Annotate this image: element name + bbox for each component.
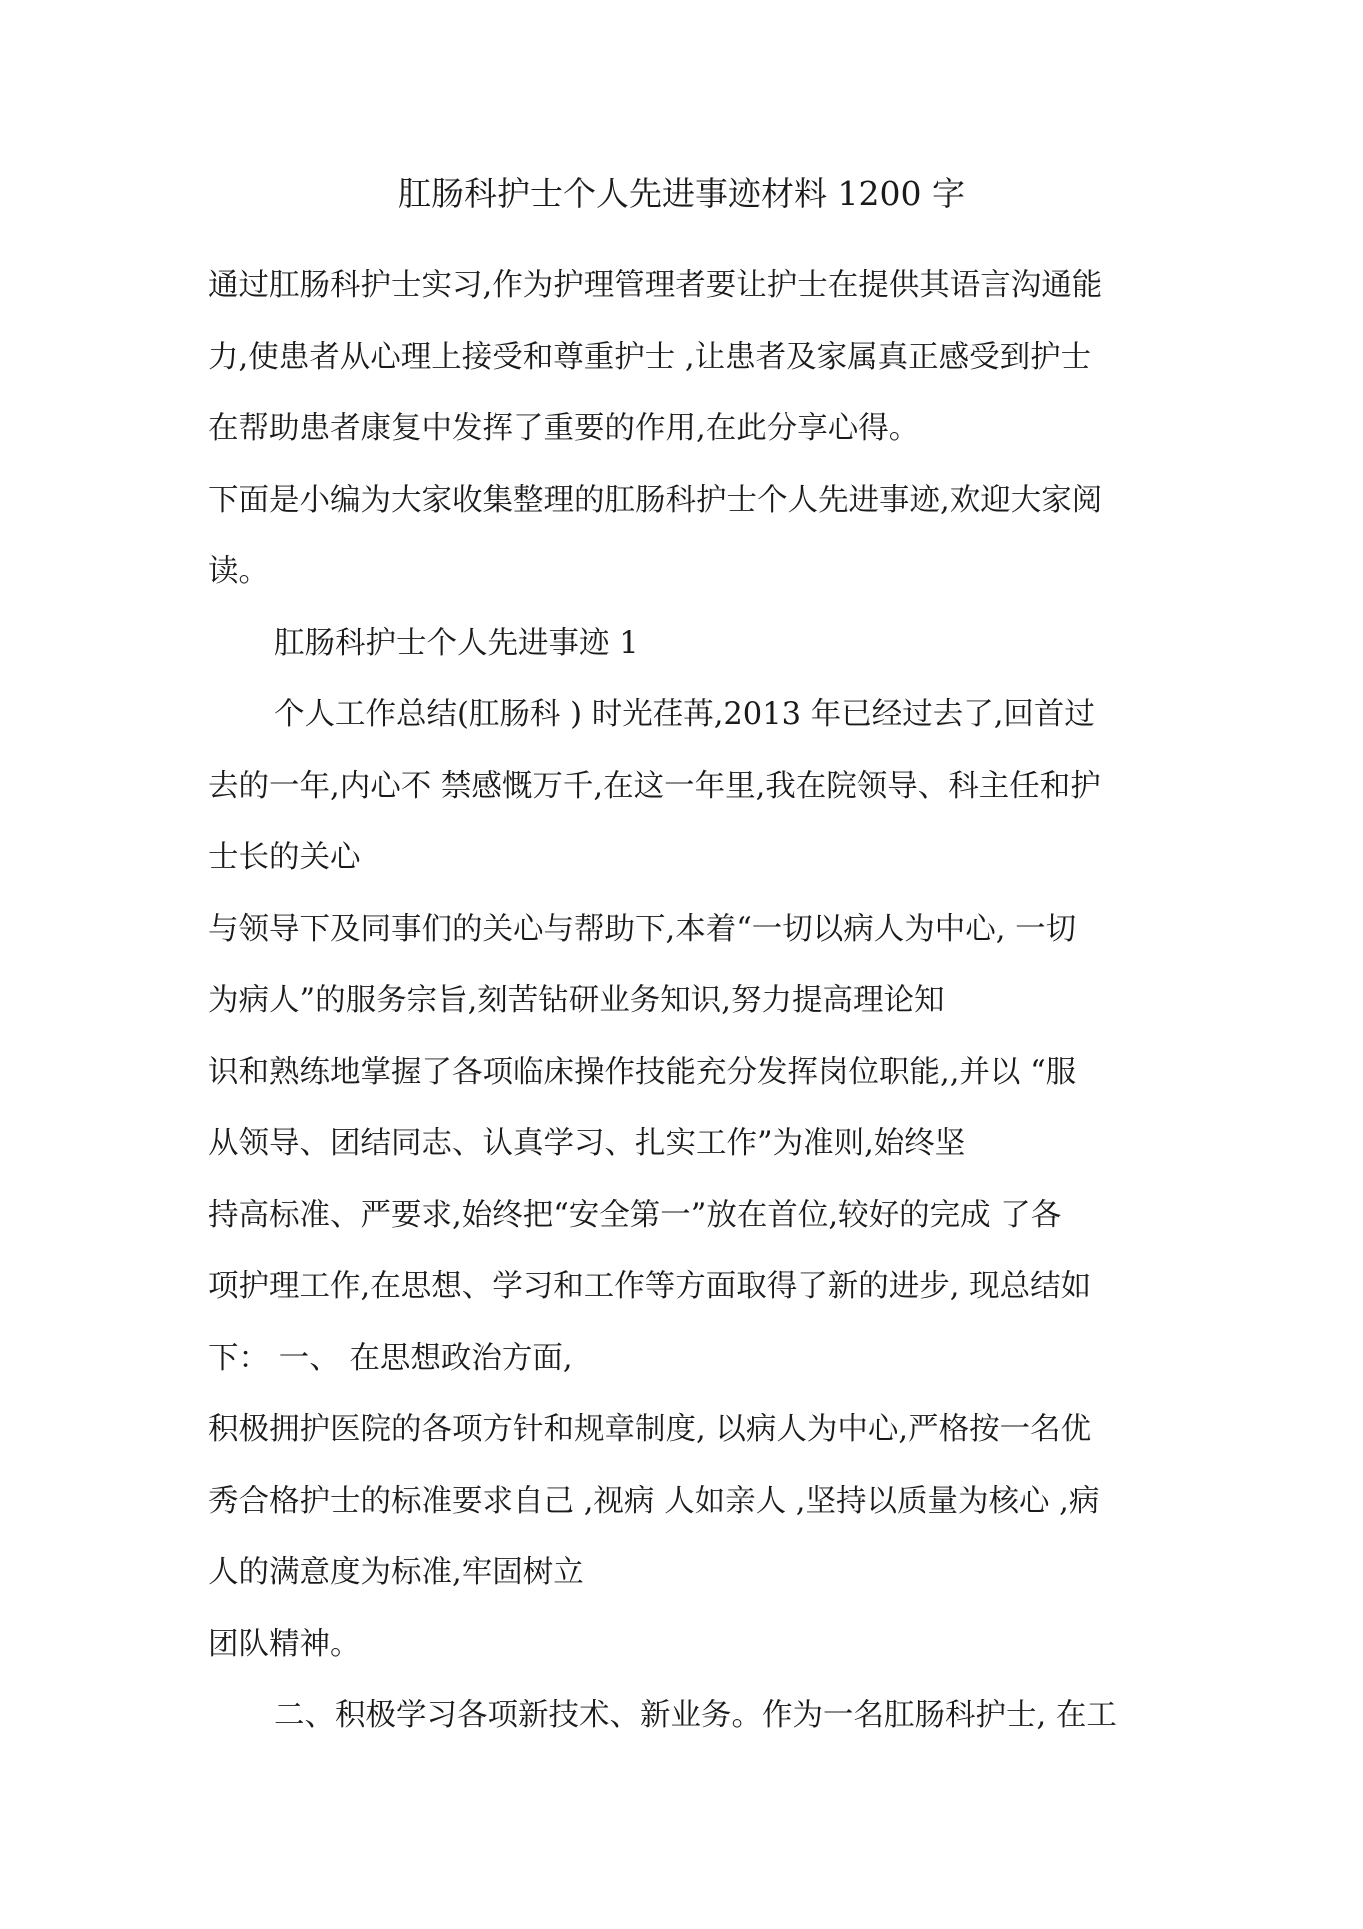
text-line: 为病人”的服务宗旨,刻苦钻研业务知识,努力提高理论知 <box>208 983 945 1018</box>
text-line: 人的满意度为标准,牢固树立 <box>208 1555 584 1590</box>
text-line: 通过肛肠科护士实习,作为护理管理者要让护士在提供其语言沟通能 <box>208 268 1103 303</box>
text-line: 秀合格护士的标准要求自己 ,视病 人如亲人 ,坚持以质量为核心 ,病 <box>208 1483 1100 1519</box>
text-line: 团队精神。 <box>208 1626 361 1662</box>
text-line: 从领导、团结同志、认真学习、扎实工作”为准则,始终坚 <box>208 1126 966 1161</box>
text-line: 下面是小编为大家收集整理的肛肠科护士个人先进事迹,欢迎大家阅 <box>208 482 1103 518</box>
text-line: 个人工作总结(肛肠科 ) 时光荏苒,2013 年已经过去了,回首过 <box>274 697 1095 732</box>
text-line: 读。 <box>208 554 269 589</box>
text-line: 在帮助患者康复中发挥了重要的作用,在此分享心得。 <box>208 411 920 446</box>
text-line: 项护理工作,在思想、学习和工作等方面取得了新的进步, 现总结如 <box>208 1269 1092 1304</box>
text-line: 积极拥护医院的各项方针和规章制度, 以病人为中心,严格按一名优 <box>208 1412 1092 1447</box>
text-line: 与领导下及同事们的关心与帮助下,本着“一切以病人为中心, 一切 <box>208 911 1077 947</box>
text-line: 力,使患者从心理上接受和尊重护士 ,让患者及家属真正感受到护士 <box>208 339 1092 375</box>
text-line: 肛肠科护士个人先进事迹 1 <box>274 625 639 661</box>
text-line: 下： 一、 在思想政治方面, <box>208 1340 573 1376</box>
text-line: 识和熟练地掌握了各项临床操作技能充分发挥岗位职能,,并以 “服 <box>208 1054 1077 1090</box>
text-line: 二、积极学习各项新技术、新业务。作为一名肛肠科护士, 在工 <box>274 1698 1117 1733</box>
text-line: 去的一年,内心不 禁感慨万千,在这一年里,我在院领导、科主任和护 <box>208 768 1101 804</box>
text-line: 士长的关心 <box>208 840 361 875</box>
text-line: 持高标准、严要求,始终把“安全第一”放在首位,较好的完成 了各 <box>208 1197 1062 1233</box>
document-body <box>208 250 1168 1752</box>
document-title: 肛肠科护士个人先进事迹材料 1200 字 <box>398 174 965 213</box>
